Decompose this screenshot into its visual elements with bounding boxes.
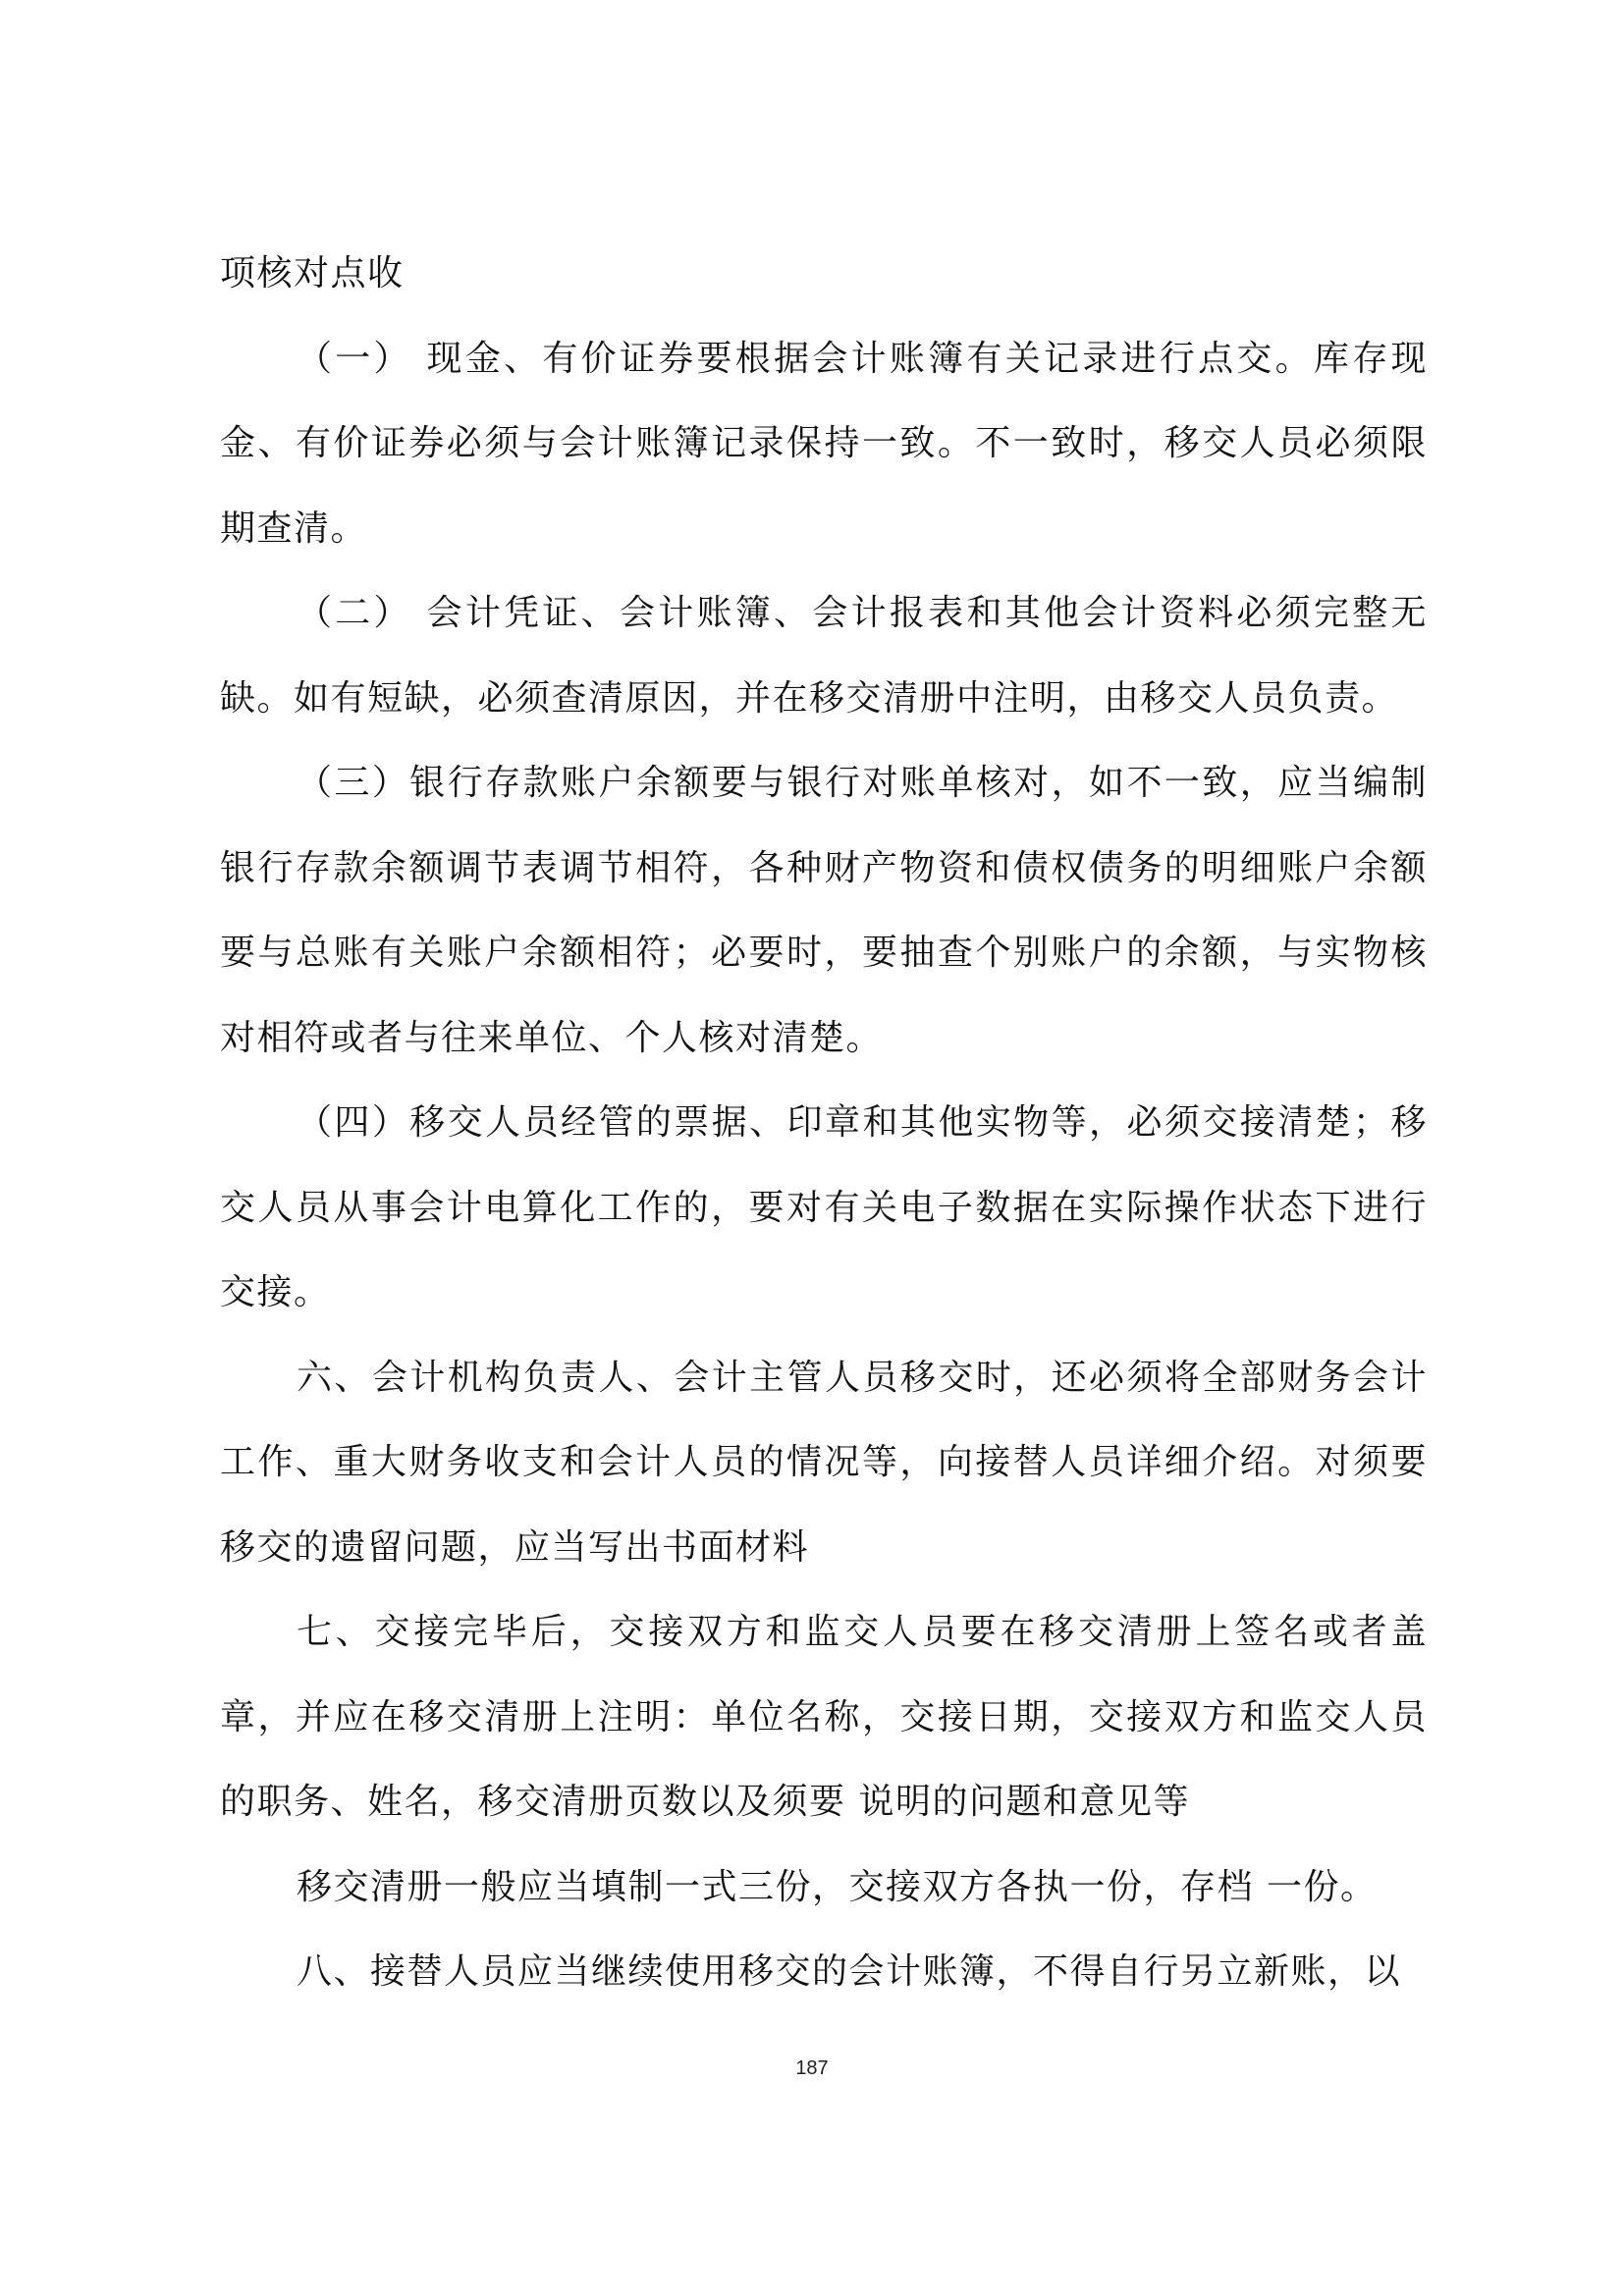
paragraph-item-3-bank-balance: （三）银行存款账户余额要与银行对账单核对，如不一致，应当编制银行存款余额调节表调节相符，各种财产物资和债权债务的明细账户余额要与总账有关账户余额相符；必要时，要抽查个别账户的余额，与实物核对相符或者与往来单位、个人核对清楚。 xyxy=(220,763,1428,1058)
paragraph-item-4-bills-seals: （四）移交人员经管的票据、印章和其他实物等，必须交接清楚；移交人员从事会计电算化工作的，要对有关电子数据在实际操作状态下进行交接。 xyxy=(220,1102,1428,1312)
paragraph-section-7: 七、交接完毕后，交接双方和监交人员要在移交清册上签名或者盖章，并应在移交清册上注明：单位名称，交接日期，交接双方和监交人员的职务、姓名，移交清册页数以及须要 说明的问题和意见等 xyxy=(220,1612,1428,1822)
paragraph-item-1-cash-securities: （一） 现金、有价证券要根据会计账簿有关记录进行点交。库存现金、有价证券必须与会计账簿记录保持一致。不一致时，移交人员必须限期查清。 xyxy=(220,338,1428,549)
document-body xyxy=(220,232,1428,2015)
page-number: 187 xyxy=(795,2057,829,2079)
paragraph-continuation: 项核对点收 xyxy=(220,253,405,294)
paragraph-section-8: 八、接替人员应当继续使用移交的会计账簿，不得自行另立新账，以 xyxy=(297,1951,1402,1992)
paragraph-handover-list-copies: 移交清册一般应当填制一式三份，交接双方各执一份，存档 一份。 xyxy=(297,1866,1378,1907)
paragraph-item-2-accounting-records: （二） 会计凭证、会计账簿、会计报表和其他会计资料必须完整无缺。如有短缺，必须查清原因，并在移交清册中注明，由移交人员负责。 xyxy=(220,593,1428,719)
paragraph-section-6: 六、会计机构负责人、会计主管人员移交时，还必须将全部财务会计工作、重大财务收支和会计人员的情况等，向接替人员详细介绍。对须要移交的遗留问题，应当写出书面材料 xyxy=(220,1357,1428,1568)
